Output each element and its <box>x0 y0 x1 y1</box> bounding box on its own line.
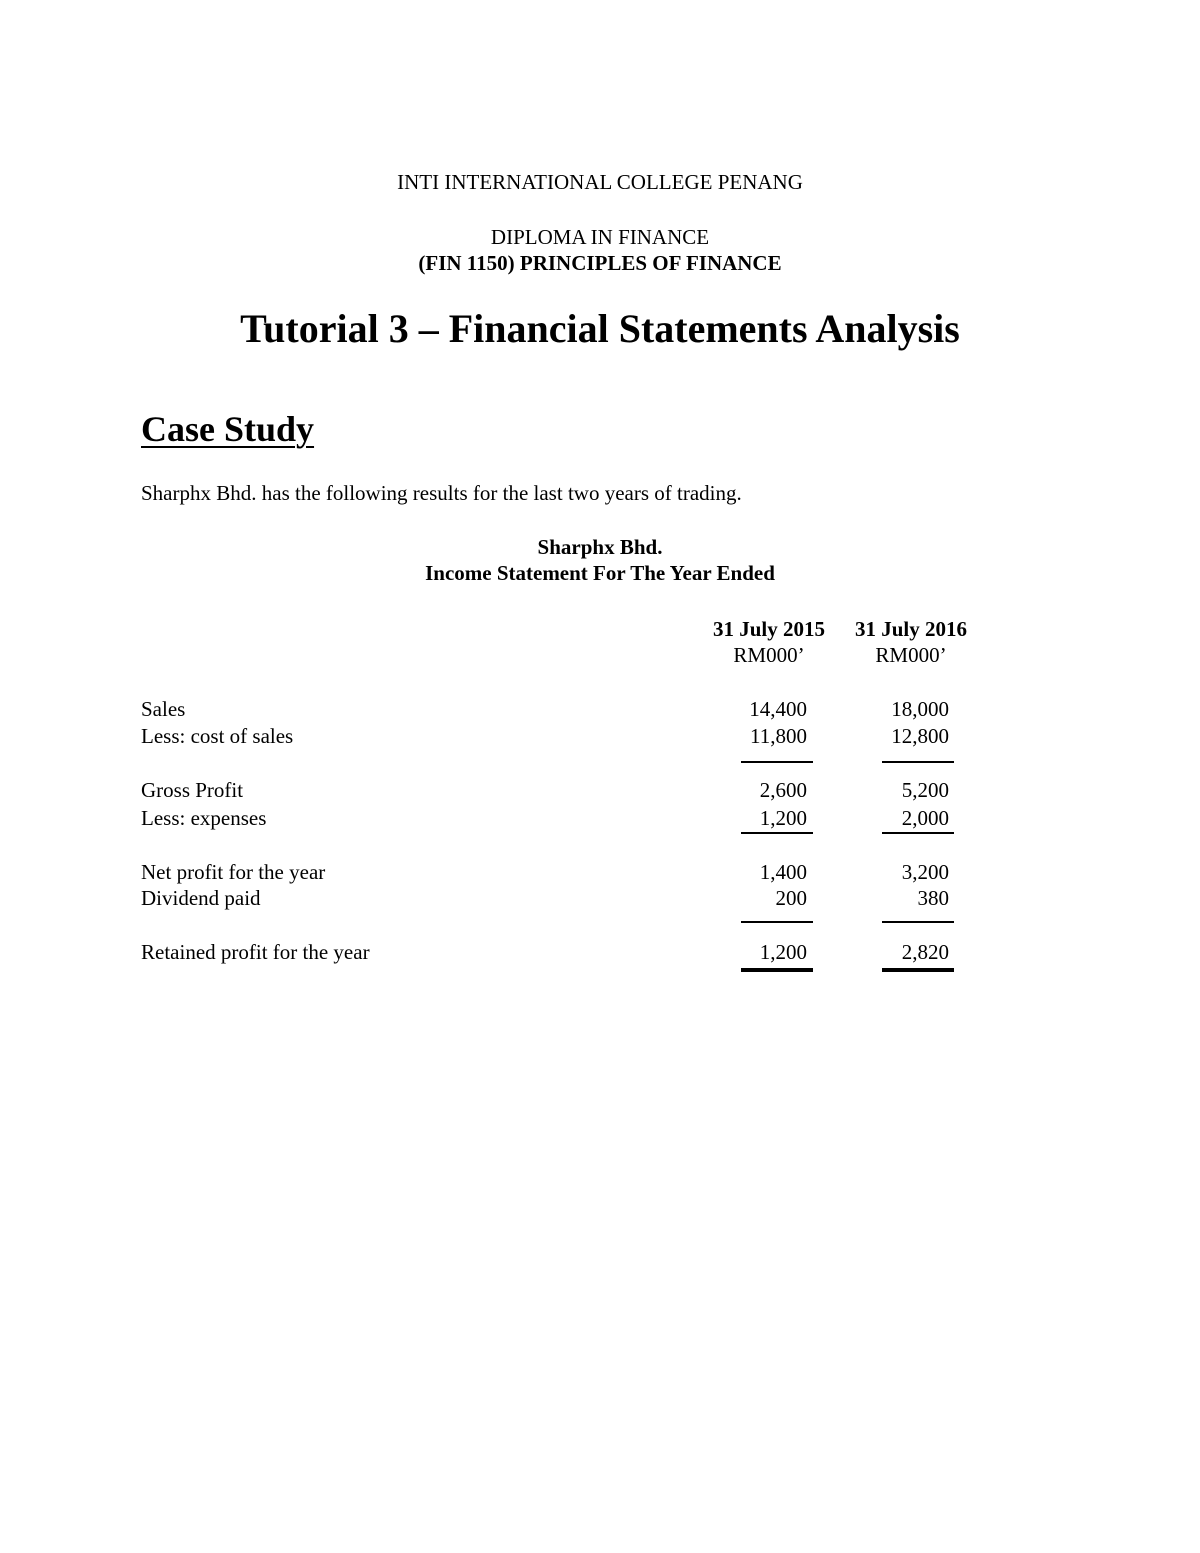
row-value: 2,600 <box>759 778 807 802</box>
row-value: 11,800 <box>750 724 807 748</box>
company-name: Sharphx Bhd. <box>537 535 663 559</box>
subtotal-rule <box>882 832 954 834</box>
row-value: 200 <box>775 886 807 910</box>
subtotal-rule <box>741 921 813 923</box>
row-value: 14,400 <box>749 697 807 721</box>
row-label: Dividend paid <box>141 886 261 910</box>
row-label: Retained profit for the year <box>141 940 370 964</box>
row-value: 18,000 <box>891 697 949 721</box>
course-name: (FIN 1150) PRINCIPLES OF FINANCE <box>418 251 782 275</box>
subtotal-rule <box>882 921 954 923</box>
row-label: Less: cost of sales <box>141 724 294 748</box>
row-label: Sales <box>141 697 186 721</box>
row-value: 5,200 <box>901 778 949 802</box>
row-label: Net profit for the year <box>141 860 326 884</box>
subtotal-rule <box>741 832 813 834</box>
case-study-heading: Case Study <box>141 409 315 449</box>
total-rule <box>741 968 813 972</box>
column-header-date: 31 July 2016 <box>854 617 967 641</box>
row-value: 1,200 <box>759 940 807 964</box>
column-header-unit: RM000’ <box>733 643 805 667</box>
subtotal-rule <box>741 761 813 763</box>
row-value: 1,200 <box>759 806 807 830</box>
case-study-intro: Sharphx Bhd. has the following results for the last two years of trading. <box>141 481 742 505</box>
page-title: Tutorial 3 – Financial Statements Analysis <box>240 306 960 351</box>
row-label: Gross Profit <box>141 778 244 802</box>
column-header-date: 31 July 2015 <box>712 617 825 641</box>
institution-name: INTI INTERNATIONAL COLLEGE PENANG <box>397 170 803 194</box>
row-value: 380 <box>917 886 949 910</box>
row-value: 3,200 <box>901 860 949 884</box>
row-label: Less: expenses <box>141 806 267 830</box>
column-header-unit: RM000’ <box>875 643 947 667</box>
statement-title: Income Statement For The Year Ended <box>425 561 775 585</box>
subtotal-rule <box>882 761 954 763</box>
program-name: DIPLOMA IN FINANCE <box>490 225 710 249</box>
row-value: 2,000 <box>901 806 949 830</box>
row-value: 1,400 <box>759 860 807 884</box>
row-value: 12,800 <box>891 724 949 748</box>
row-value: 2,820 <box>901 940 949 964</box>
total-rule <box>882 968 954 972</box>
